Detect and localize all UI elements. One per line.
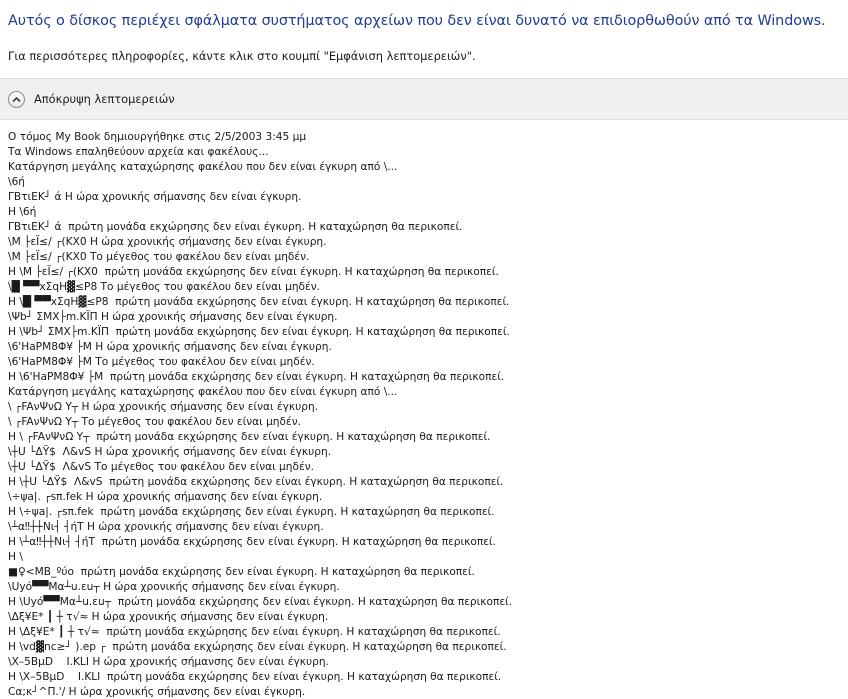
details-line: Η \ — [8, 551, 23, 563]
details-line: Η \Δξ¥Ε* ┃ ┼ τ√≈ πρώτη μονάδα εκχώρησης δεν είναι έγκυρη. Η καταχώρηση θα περικοπεί. — [8, 626, 501, 638]
details-line: ΓΒτιΕΚ┘ ά πρώτη μονάδα εκχώρησης δεν είναι έγκυρη. Η καταχώρηση θα περικοπεί. — [8, 221, 463, 233]
details-line: \6'ΗaΡΜ8Φ¥ ├Μ Η ώρα χρονικής σήμανσης δεν είναι έγκυρη. — [8, 341, 332, 353]
details-line: \÷ψa|. ┌sπ.fek Η ώρα χρονικής σήμανσης δεν είναι έγκυρη. — [8, 491, 323, 503]
details-line: ΓΒτιΕΚ┘ ά Η ώρα χρονικής σήμανσης δεν είναι έγκυρη. — [8, 191, 302, 203]
details-line: \┼U └ΔΫ$ Λ&vS Η ώρα χρονικής σήμανσης δεν είναι έγκυρη. — [8, 446, 332, 458]
details-line: \┴α‼┼┼Nι┤ ┤ήT Η ώρα χρονικής σήμανσης δεν είναι έγκυρη. — [8, 521, 324, 533]
details-line: Ο τόμος My Book δημιουργήθηκε στις 2/5/2003 3:45 μμ — [8, 131, 307, 143]
details-line: \6ή — [8, 176, 26, 188]
details-line: \6'ΗaΡΜ8Φ¥ ├Μ Το μέγεθος του φακέλου δεν είναι μηδέν. — [8, 356, 315, 368]
details-line: Η \Ψb┘ ΣΜΧ├m.ΚΪΠ πρώτη μονάδα εκχώρησης δεν είναι έγκυρη. Η καταχώρηση θα περικοπεί. — [8, 326, 510, 338]
details-line: \Μ ├εΪ≤/ ┌(ΚΧ0 Το μέγεθος του φακέλου δεν είναι μηδέν. — [8, 251, 310, 263]
details-line: ■♀<ΜΒ_ºύο πρώτη μονάδα εκχώρησης δεν είναι έγκυρη. Η καταχώρηση θα περικοπεί. — [8, 566, 475, 578]
details-line: Η \Uyό▀▀Μα┴u.εu┬ πρώτη μονάδα εκχώρησης δεν είναι έγκυρη. Η καταχώρηση θα περικοπεί. — [8, 596, 513, 608]
details-line: Η \6ή — [8, 206, 37, 218]
details-bar — [0, 79, 848, 120]
details-line: \Uyό▀▀Μα┴u.εu┬ Η ώρα χρονικής σήμανσης δεν είναι έγκυρη. — [8, 581, 340, 593]
details-line: Η \X–5ΒμD I.KLI πρώτη μονάδα εκχώρησης δεν είναι έγκυρη. Η καταχώρηση θα περικοπεί. — [8, 671, 502, 683]
details-line: Η \█ ▀▀xΣqΗ▓≤Ρ8 πρώτη μονάδα εκχώρησης δεν είναι έγκυρη. Η καταχώρηση θα περικοπεί. — [8, 296, 510, 308]
details-line: Κατάργηση μεγάλης καταχώρησης φακέλου που δεν είναι έγκυρη από \... — [8, 386, 398, 398]
details-line: Η \Μ ├εΪ≤/ ┌(ΚΧ0 πρώτη μονάδα εκχώρησης δεν είναι έγκυρη. Η καταχώρηση θα περικοπεί. — [8, 266, 499, 278]
details-lines-list — [8, 130, 512, 699]
details-line: Κατάργηση μεγάλης καταχώρησης φακέλου που δεν είναι έγκυρη από \... — [8, 161, 398, 173]
details-line: Η \ ┌FAνΨνΩ Υ┬ πρώτη μονάδα εκχώρησης δεν είναι έγκυρη. Η καταχώρηση θα περικοπεί. — [8, 431, 491, 443]
chevron-up-circle-icon[interactable] — [8, 91, 25, 108]
details-line: \ ┌FAνΨνΩ Υ┬ Το μέγεθος του φακέλου δεν είναι μηδέν. — [8, 416, 302, 428]
main-instruction: Αυτός ο δίσκος περιέχει σφάλματα συστήματος αρχείων που δεν είναι δυνατό να επιδιορθωθούν από τα Windows. — [8, 13, 826, 29]
details-line: \┼U └ΔΫ$ Λ&vS Το μέγεθος του φακέλου δεν είναι μηδέν. — [8, 461, 314, 473]
hide-details-toggle[interactable] — [8, 88, 175, 110]
details-line: \ ┌FAνΨνΩ Υ┬ Η ώρα χρονικής σήμανσης δεν είναι έγκυρη. — [8, 401, 319, 413]
details-line: \Ψb┘ ΣΜΧ├m.ΚΪΠ Η ώρα χρονικής σήμανσης δεν είναι έγκυρη. — [8, 311, 338, 323]
content-text: Για περισσότερες πληροφορίες, κάντε κλικ στο κουμπί "Εμφάνιση λεπτομερειών". — [8, 49, 476, 63]
hide-details-label[interactable]: Απόκρυψη λεπτομερειών — [34, 92, 175, 106]
details-line: \Δξ¥Ε* ┃ ┼ τ√≈ Η ώρα χρονικής σήμανσης δεν είναι έγκυρη. — [8, 611, 329, 623]
details-line: Η \÷ψa|. ┌sπ.fek πρώτη μονάδα εκχώρησης δεν είναι έγκυρη. Η καταχώρηση θα περικοπεί. — [8, 506, 495, 518]
details-line: \Μ ├εΪ≤/ ┌(ΚΧ0 Η ώρα χρονικής σήμανσης δεν είναι έγκυρη. — [8, 236, 327, 248]
details-line: \█ ▀▀xΣqΗ▓≤Ρ8 Το μέγεθος του φακέλου δεν είναι μηδέν. — [8, 281, 321, 293]
details-log[interactable] — [0, 120, 848, 699]
details-line: Η \┴α‼┼┼Nι┤ ┤ήT πρώτη μονάδα εκχώρησης δεν είναι έγκυρη. Η καταχώρηση θα περικοπεί. — [8, 536, 496, 548]
details-line: Τα Windows επαληθεύουν αρχεία και φακέλους... — [8, 146, 269, 158]
details-line: \X–5ΒμD I.KLI Η ώρα χρονικής σήμανσης δεν είναι έγκυρη. — [8, 656, 329, 668]
details-line: Η \6'ΗaΡΜ8Φ¥ ├Μ πρώτη μονάδα εκχώρησης δεν είναι έγκυρη. Η καταχώρηση θα περικοπεί. — [8, 371, 505, 383]
details-line: Η \┼U └ΔΫ$ Λ&vS πρώτη μονάδα εκχώρησης δεν είναι έγκυρη. Η καταχώρηση θα περικοπεί. — [8, 476, 504, 488]
details-line: Η \vd▓nc≥┘ ).ep ┌ πρώτη μονάδα εκχώρησης δεν είναι έγκυρη. Η καταχώρηση θα περικοπεί. — [8, 641, 507, 653]
details-line: Cα;κ┘^Π.'/ Η ώρα χρονικής σήμανσης δεν είναι έγκυρη. — [8, 686, 306, 698]
dialog-header — [0, 0, 848, 79]
